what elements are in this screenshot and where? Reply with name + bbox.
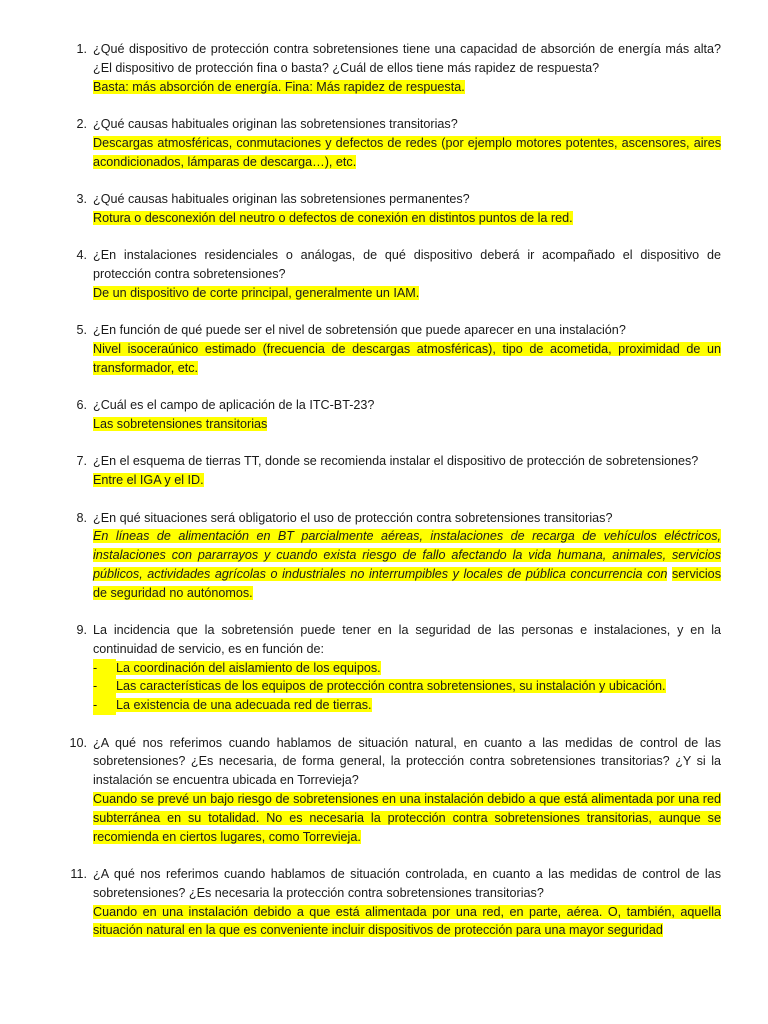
bullet-text: Las características de los equipos de protección contra sobretensiones, su instalación y ubicación. bbox=[116, 679, 666, 694]
question-number: 9. bbox=[76, 623, 87, 638]
question-number: 1. bbox=[76, 42, 87, 56]
question-text: ¿En el esquema de tierras TT, donde se recomienda instalar el dispositivo de protección de sobretensiones? bbox=[93, 454, 699, 469]
answer-text bbox=[93, 78, 721, 97]
bullet-dash: - bbox=[93, 696, 116, 715]
question-9 bbox=[76, 621, 721, 715]
answer-text bbox=[93, 415, 721, 434]
question-1 bbox=[76, 40, 721, 96]
answer-highlight: De un dispositivo de corte principal, generalmente un IAM. bbox=[93, 285, 420, 300]
question-10 bbox=[69, 734, 721, 847]
answer-highlight: Descargas atmosféricas, conmutaciones y defectos de redes (por ejemplo motores potentes, ascensores, aires acondicionados, lámparas de descarga…), etc. bbox=[93, 135, 721, 169]
question-text: ¿Cuál es el campo de aplicación de la ITC-BT-23? bbox=[93, 398, 375, 413]
answer-text bbox=[93, 284, 721, 303]
question-text: La incidencia que la sobretensión puede tener en la seguridad de las personas e instalaciones, y en la continuidad de servicio, es en función de: bbox=[93, 623, 721, 656]
bullet-text: La coordinación del aislamiento de los equipos. bbox=[116, 660, 381, 675]
question-5 bbox=[76, 321, 721, 377]
answer-highlight: Entre el IGA y el ID. bbox=[93, 473, 204, 488]
answer-highlight: Basta: más absorción de energía. Fina: Más rapidez de respuesta. bbox=[93, 79, 465, 94]
answer-highlight: servicios de seguridad no autónomos. bbox=[93, 566, 721, 600]
question-7 bbox=[76, 452, 721, 490]
list-item bbox=[93, 659, 721, 678]
question-8 bbox=[76, 509, 721, 603]
answer-text bbox=[93, 527, 721, 602]
question-text: ¿En función de qué puede ser el nivel de sobretensión que puede aparecer en una instalación? bbox=[93, 323, 626, 338]
question-number: 8. bbox=[76, 510, 87, 525]
bullet-dash: - bbox=[93, 677, 116, 696]
question-text: ¿En qué situaciones será obligatorio el uso de protección contra sobretensiones transitorias? bbox=[93, 510, 613, 525]
question-6 bbox=[76, 396, 721, 434]
question-number: 2. bbox=[76, 116, 87, 131]
answer-text bbox=[93, 134, 721, 172]
question-number: 5. bbox=[76, 323, 87, 338]
answer-text bbox=[93, 340, 721, 378]
bullet-text: La existencia de una adecuada red de tierras. bbox=[116, 698, 372, 713]
question-number: 10. bbox=[69, 735, 87, 750]
answer-text bbox=[93, 903, 721, 941]
question-number: 7. bbox=[76, 454, 87, 469]
answer-highlight: Cuando se prevé un bajo riesgo de sobretensiones en una instalación debido a que está alimentada por una red subterránea en su totalidad. No es necesaria la protección contra sobretensiones transitorias, aunque se recomienda en ciertos lugares, como Torrevieja. bbox=[93, 792, 721, 844]
answer-highlight: Rotura o desconexión del neutro o defectos de conexión en distintos puntos de la red. bbox=[93, 210, 573, 225]
answer-text bbox=[93, 209, 721, 228]
question-number: 4. bbox=[76, 248, 87, 263]
bullet-dash: - bbox=[93, 659, 116, 678]
question-number: 11. bbox=[70, 867, 87, 882]
question-text: ¿En instalaciones residenciales o análogas, de qué dispositivo deberá ir acompañado el dispositivo de protección contra sobretensiones? bbox=[93, 248, 721, 281]
document-page bbox=[0, 40, 768, 959]
question-text: ¿Qué causas habituales originan las sobretensiones permanentes? bbox=[93, 191, 470, 206]
answer-text bbox=[93, 790, 721, 846]
question-11 bbox=[70, 865, 721, 940]
answer-highlight: Las sobretensiones transitorias bbox=[93, 416, 268, 431]
question-text: ¿A qué nos referimos cuando hablamos de situación controlada, en cuanto a las medidas de control de las sobretensiones? ¿Es necesaria la protección contra sobretensiones transitorias? bbox=[93, 867, 721, 900]
answer-highlight: Cuando en una instalación debido a que está alimentada por una red, en parte, aérea. O, también, aquella situación natural en la que es conveniente incluir dispositivos de protección para una mayor seguridad bbox=[93, 904, 721, 938]
answer-text bbox=[93, 471, 721, 490]
question-text: ¿A qué nos referimos cuando hablamos de situación natural, en cuanto a las medidas de control de las sobretensiones? ¿Es necesaria, de forma general, la protección contra sobretensiones transitorias? ¿Y si la instalación se encuentra ubicada en Torrevieja? bbox=[93, 735, 721, 788]
question-3 bbox=[76, 190, 721, 228]
answer-bullet-list bbox=[93, 659, 721, 715]
question-text: ¿Qué dispositivo de protección contra sobretensiones tiene una capacidad de absorción de energía más alta? ¿El dispositivo de protección fina o basta? ¿Cuál de ellos tiene más rapidez de respuesta? bbox=[93, 42, 721, 75]
question-number: 6. bbox=[76, 398, 87, 413]
answer-highlight-italic: En líneas de alimentación en BT parcialmente aéreas, instalaciones de recarga de vehículos eléctricos, instalaciones con pararrayos y cuando exista riesgo de fallo afectando la vida humana, animales, servicios públicos, actividades agrícolas o industriales no interrumpibles y locales de pública concurrencia con bbox=[93, 529, 721, 581]
answer-highlight: Nivel isoceraúnico estimado (frecuencia de descargas atmosféricas), tipo de acometida, proximidad de un transformador, etc. bbox=[93, 341, 721, 375]
question-2 bbox=[76, 115, 721, 171]
list-item bbox=[93, 677, 721, 696]
list-item bbox=[93, 696, 721, 715]
question-number: 3. bbox=[76, 191, 87, 206]
question-text: ¿Qué causas habituales originan las sobretensiones transitorias? bbox=[93, 116, 458, 131]
question-4 bbox=[76, 246, 721, 302]
